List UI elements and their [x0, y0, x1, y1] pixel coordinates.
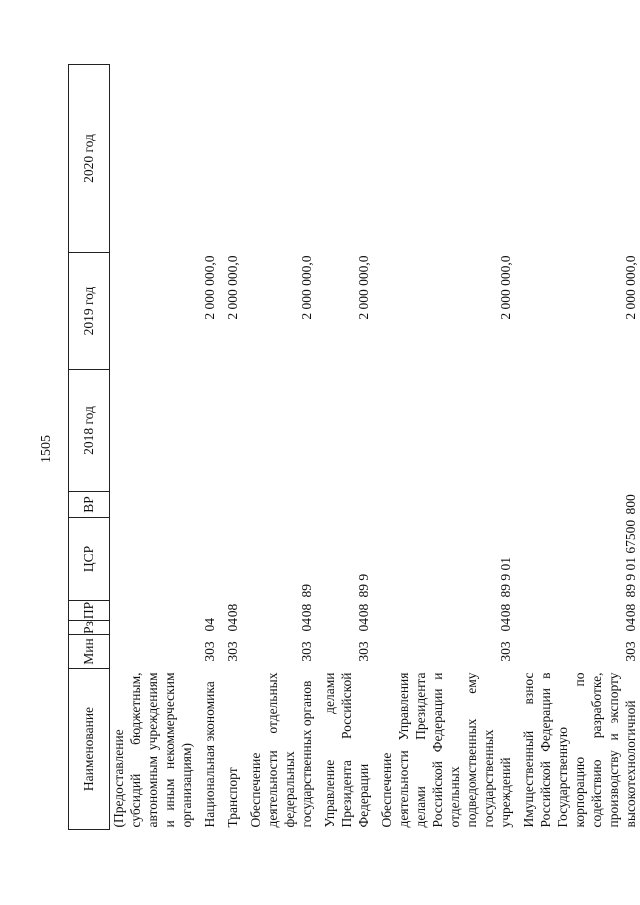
- row-rz: 04: [225, 618, 240, 632]
- table-row: [224, 65, 241, 830]
- row-2019: 2 000 000,0: [498, 255, 513, 320]
- row-csr: 89 9: [356, 573, 371, 598]
- row-rz: 04: [356, 618, 371, 632]
- row-name: Управление делами Президента Российской Федерации: [322, 672, 371, 828]
- row-2020: [321, 65, 372, 253]
- row-name: Обеспечение деятельности отдельных федеральных государственных органов: [248, 672, 314, 828]
- header-2018: 2018 год: [69, 370, 110, 492]
- row-csr: [201, 518, 218, 601]
- header-pr: ПР: [69, 601, 110, 621]
- row-rz: 04: [498, 618, 513, 632]
- row-2020: [201, 65, 218, 253]
- row-name: Национальная экономика: [202, 681, 217, 828]
- row-2019: 2 000 000,0: [299, 255, 314, 320]
- header-csr: ЦСР: [69, 518, 110, 601]
- header-2019: 2019 год: [69, 253, 110, 370]
- row-2018: [201, 370, 218, 492]
- row-2018: [378, 370, 514, 492]
- budget-table: [68, 64, 639, 830]
- budget-table-rotated: [68, 65, 638, 830]
- row-vr: [201, 492, 218, 518]
- row-name: Обеспечение деятельности Управления делами Президента Российской Федерации и отдельных подведомственных ему государственных учреждений: [379, 672, 513, 828]
- row-2019: 2 000 000,0: [225, 255, 240, 320]
- row-2020: [378, 65, 514, 253]
- row-pr: 08: [356, 603, 371, 618]
- row-rz: 04: [299, 618, 314, 632]
- row-name: Имущественный взнос Российской Федерации в Государственную корпорацию по содействию разработке, производству и экспорту высокотехнологичной: [521, 672, 638, 828]
- row-2018: [520, 370, 639, 492]
- row-csr: 89 9 01 67500: [623, 519, 638, 598]
- table-header-row: [69, 65, 110, 830]
- header-name: Наименование: [69, 669, 110, 830]
- row-csr: 89: [299, 584, 314, 598]
- header-min: Мин: [69, 635, 110, 669]
- row-min: 303: [299, 641, 314, 662]
- row-pr: 08: [623, 603, 638, 618]
- row-min: 303: [225, 641, 240, 662]
- row-rz: 04: [202, 618, 217, 632]
- row-min: [110, 635, 196, 669]
- row-2018: [224, 370, 241, 492]
- header-vr: ВР: [69, 492, 110, 518]
- row-pr: 08: [225, 603, 240, 618]
- row-csr: [110, 518, 196, 601]
- header-2020: 2020 год: [69, 65, 110, 253]
- row-vr: [110, 492, 196, 518]
- row-rz: 04: [623, 618, 638, 632]
- table-row: [110, 65, 196, 830]
- row-2020: [520, 65, 639, 253]
- row-pr: 08: [498, 603, 513, 618]
- row-2019: [110, 253, 196, 370]
- row-pr: [110, 601, 196, 621]
- row-2018: [247, 370, 315, 492]
- row-2020: [110, 65, 196, 253]
- table-row: [378, 65, 514, 830]
- row-rz: [110, 621, 196, 635]
- row-min: 303: [202, 641, 217, 662]
- row-2019: 2 000 000,0: [202, 255, 217, 320]
- page-number: 1505: [39, 435, 54, 463]
- table-row: [247, 65, 315, 830]
- row-vr: [224, 492, 241, 518]
- row-2018: [110, 370, 196, 492]
- row-2019: 2 000 000,0: [623, 255, 638, 320]
- header-rz: Рз: [69, 621, 110, 635]
- table-row: [520, 65, 639, 830]
- row-min: 303: [498, 641, 513, 662]
- row-vr: [378, 492, 514, 518]
- row-name: Транспорт: [225, 767, 240, 828]
- row-2020: [247, 65, 315, 253]
- row-min: 303: [356, 641, 371, 662]
- row-min: 303: [623, 641, 638, 662]
- row-vr: [247, 492, 315, 518]
- row-csr: 89 9 01: [498, 557, 513, 598]
- row-pr: 08: [299, 603, 314, 618]
- row-name: (Предоставление субсидий бюджетным, автономным учреждениям и иным некоммерческим организациям): [111, 672, 194, 828]
- table-row: [201, 65, 218, 830]
- row-2018: [321, 370, 372, 492]
- table-row: [321, 65, 372, 830]
- row-csr: [224, 518, 241, 601]
- row-vr: [321, 492, 372, 518]
- row-2019: 2 000 000,0: [356, 255, 371, 320]
- row-2020: [224, 65, 241, 253]
- row-vr: 800: [623, 494, 638, 515]
